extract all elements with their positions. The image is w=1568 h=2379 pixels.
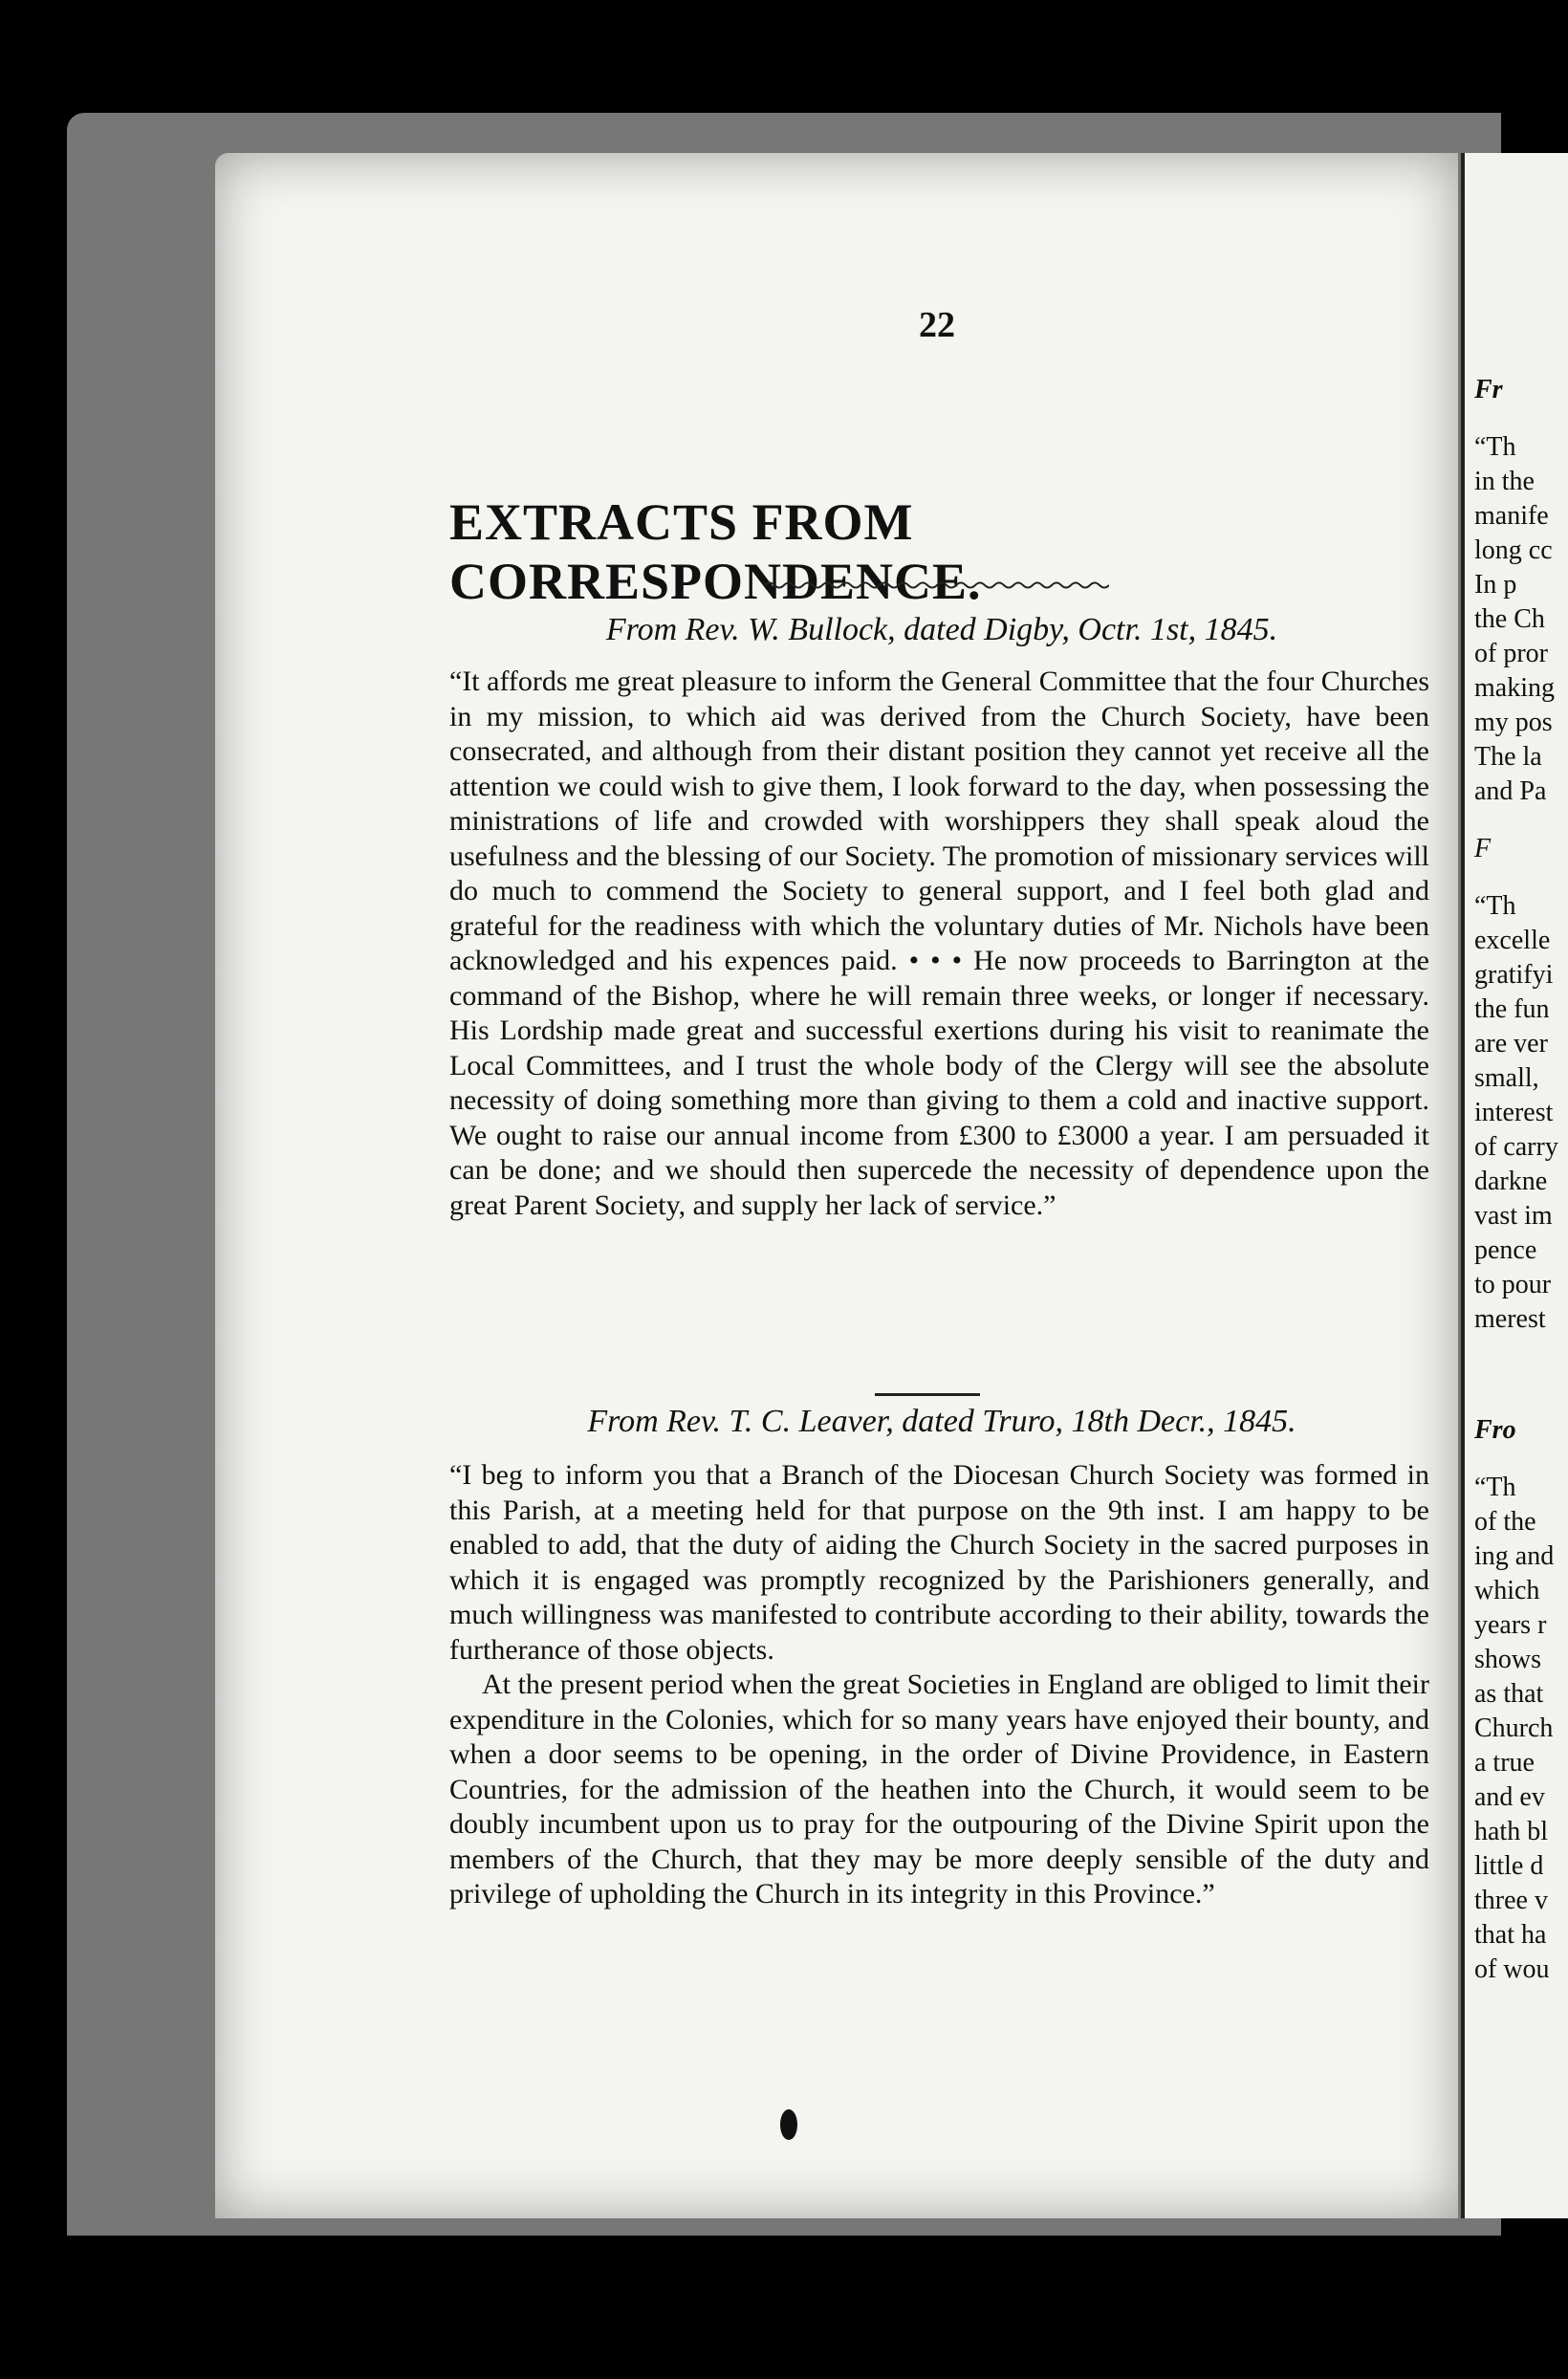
letter-body <box>449 665 1429 1223</box>
letter-paragraph: “It affords me great pleasure to inform the General Committee that the four Churches in my mission, to which aid was derived from the Church Society, have been consecrated, and although from their distant position they cannot yet receive all the attention we could wish to give them, I look forward to the day, when possessing the ministrations of life and crowded with worshippers they shall speak aloud the usefulness and the blessing of our Society. The promotion of missionary services will do much to commend the Society to general support, and I feel both glad and grateful for the readiness with which the voluntary duties of Mr. Nichols have been acknowledged and his expences paid. • • • He now proceeds to Barrington at the command of the Bishop, where he will remain three weeks, or longer if necessary. His Lordship made great and successful exertions during his visit to reanimate the Local Committees, and I trust the whole body of the Clergy will see the absolute necessity of doing something more than giving to them a cold and inactive support. We ought to raise our annual income from £300 to £3000 a year. I am persuaded it can be done; and we should then supercede the necessity of dependence upon the great Parent Society, and supply her lack of service.” <box>449 666 1429 1221</box>
right-page-text: the fun <box>1474 994 1550 1024</box>
right-page-text: of pror <box>1474 639 1548 668</box>
right-page-text: of the <box>1474 1507 1536 1537</box>
ink-blot <box>780 2109 797 2140</box>
right-page-text: Fro <box>1474 1415 1516 1445</box>
right-page-text: the Ch <box>1474 604 1545 634</box>
right-page-text: small, <box>1474 1063 1539 1093</box>
right-page-text: are ver <box>1474 1029 1548 1059</box>
right-page-text: pence <box>1474 1235 1537 1265</box>
right-page-text: The la <box>1474 742 1542 772</box>
right-page-text: excelle <box>1474 926 1551 955</box>
right-page-text: “Th <box>1474 432 1516 462</box>
separator-rule <box>875 1393 980 1396</box>
right-page-text: interest <box>1474 1098 1554 1127</box>
right-page-text: merest <box>1474 1304 1546 1334</box>
right-page-text: my pos <box>1474 708 1553 737</box>
right-page-text: which <box>1474 1576 1540 1605</box>
letter-byline: From Rev. W. Bullock, dated Digby, Octr. 1st, 1845. <box>605 612 1278 647</box>
right-page-text: little d <box>1474 1851 1544 1881</box>
letter-body <box>449 1458 1429 1912</box>
right-page-text: “Th <box>1474 891 1516 921</box>
right-page-fragment <box>1461 153 1568 2218</box>
right-page-text: as that <box>1474 1679 1544 1709</box>
right-page-text: a true <box>1474 1748 1535 1778</box>
letter-paragraph: “I beg to inform you that a Branch of the Diocesan Church Society was formed in this Parish, at a meeting held for that purpose on the 9th inst. I am happy to be enabled to add, that the duty of aiding the Church Society in the sacred purposes in which it is engaged was promptly recognized by the Parishioners generally, and much willingness was manifested to contribute according to their ability, towards the furtherance of those objects. <box>449 1459 1429 1666</box>
letter-paragraph: At the present period when the great Societies in England are obliged to limit their expenditure in the Colonies, which for so many years have enjoyed their bounty, and when a door seems to be opening, in the order of Divine Providence, in Eastern Countries, for the admission of the heathen into the Church, it would seem to be doubly incumbent upon us to pray for the outpouring of the Divine Spirit upon the members of the Church, that they may be more deeply sensible of the duty and privilege of upholding the Church in its integrity in this Province.” <box>449 1669 1429 1910</box>
right-page-text: shows <box>1474 1645 1542 1674</box>
section-heading: EXTRACTS FROM CORRESPONDENCE. <box>449 493 982 610</box>
right-page-text: of carry <box>1474 1132 1558 1162</box>
right-page-text: long cc <box>1474 535 1553 565</box>
right-page-text: in the <box>1474 467 1535 496</box>
right-page-text: vast im <box>1474 1201 1553 1231</box>
right-page-text: and Pa <box>1474 776 1547 806</box>
right-page-text: F <box>1474 834 1492 863</box>
right-page-text: ing and <box>1474 1541 1555 1571</box>
right-page-text: to pour <box>1474 1270 1552 1299</box>
right-page-text: darkne <box>1474 1167 1548 1196</box>
right-page-text: that ha <box>1474 1920 1547 1950</box>
right-page-text: manife <box>1474 501 1549 531</box>
right-page-text: three v <box>1474 1886 1548 1915</box>
right-page-text: “Th <box>1474 1473 1516 1502</box>
page-number: 22 <box>919 305 955 345</box>
right-page-text: hath bl <box>1474 1817 1548 1846</box>
right-page-text: of wou <box>1474 1954 1550 1984</box>
letter-byline: From Rev. T. C. Leaver, dated Truro, 18th Decr., 1845. <box>587 1404 1296 1439</box>
right-page-text: Church <box>1474 1713 1554 1743</box>
right-page-text: and ev <box>1474 1782 1545 1812</box>
decorative-wavy-rule <box>765 578 1109 592</box>
right-page-text: In p <box>1474 570 1517 600</box>
right-page-text: gratifyi <box>1474 960 1554 990</box>
right-page-text: Fr <box>1474 375 1503 404</box>
right-page-text: years r <box>1474 1610 1547 1640</box>
right-page-text: making <box>1474 673 1555 703</box>
